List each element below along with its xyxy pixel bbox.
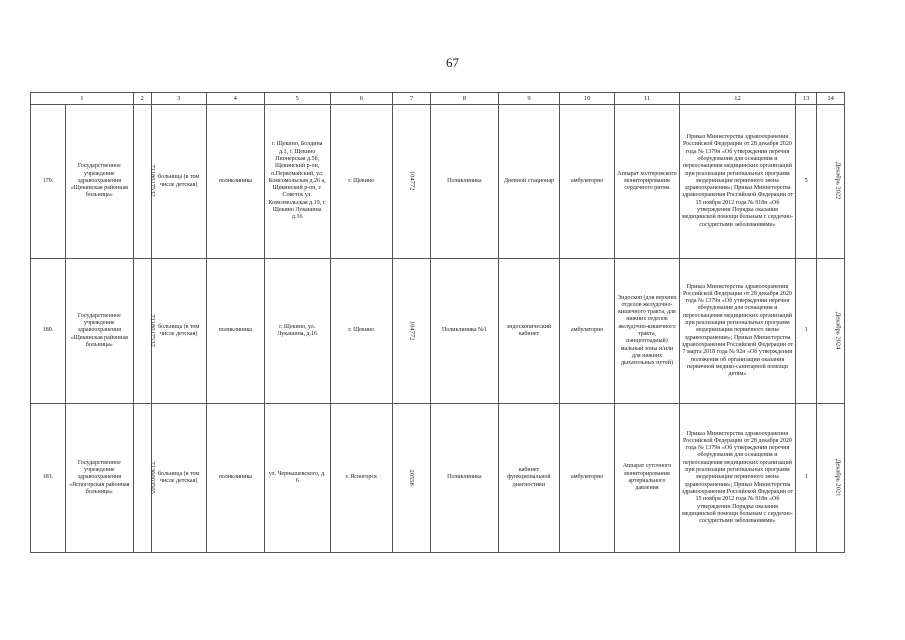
division: Поликлиника	[431, 105, 499, 259]
equipment-table	[30, 92, 845, 553]
header-cell: 9	[498, 93, 559, 105]
header-row	[31, 93, 845, 105]
delivery-date-cell	[817, 259, 845, 404]
unit-type: поликлиника	[206, 105, 264, 259]
header-cell: 13	[796, 93, 817, 105]
department: Дневной стационар	[498, 105, 559, 259]
legal-basis: Приказ Министерства здравоохранения Российской Федерации от 28 декабря 2020 года № 1379н «Об утверждении перечня оборудования для оснащения и переоснащения медицинских организаций при реализации региональных программ модернизации первичного звена здравоохранения»; Приказ Министерства здравоохранения Российской Федерации от 15 ноября 2012 года № 918н «Об утверждении Порядка оказания медицинской помощи больным с сердечно-сосудистыми заболеваниями»	[679, 404, 795, 553]
department: кабинет функциональной диагностики	[498, 404, 559, 553]
delivery-date-cell	[817, 404, 845, 553]
row-number: 181.	[31, 404, 66, 553]
division: Поликлиника	[431, 404, 499, 553]
header-cell: 6	[330, 93, 392, 105]
page-number: 67	[446, 55, 459, 70]
population-cell	[392, 105, 430, 259]
row-number: 179.	[31, 105, 66, 259]
population-cell	[392, 259, 430, 404]
header-cell: 3	[151, 93, 206, 105]
facility-type: больница (в том числе детская)	[151, 259, 206, 404]
delivery-date: Декабрь 2021	[834, 458, 842, 497]
quantity: 5	[796, 105, 817, 259]
quantity: 1	[796, 404, 817, 553]
department: эндоскопический кабинет	[498, 259, 559, 404]
unit-type: поликлиника	[206, 259, 264, 404]
header-cell: 10	[560, 93, 615, 105]
header-cell: 8	[431, 93, 499, 105]
address: ул. Чернышевского, д. 6	[264, 404, 330, 553]
population-value: 20558	[408, 469, 416, 486]
organization-name: Государственное учреждение здравоохранения «Щекинская районная больница»	[65, 259, 133, 404]
header-cell: 12	[679, 93, 795, 105]
table-row	[31, 105, 845, 259]
header-cell: 7	[392, 93, 430, 105]
row-number: 180.	[31, 259, 66, 404]
header-cell: 5	[264, 93, 330, 105]
header-cell: 4	[206, 93, 264, 105]
legal-basis: Приказ Министерства здравоохранения Российской Федерации от 28 декабря 2020 года № 1379н «Об утверждении перечня оборудования для оснащения и переоснащения медицинских организаций при реализации региональных программ модернизации первичного звена здравоохранения»; Приказ Министерства здравоохранения Российской Федерации от 15 ноября 2012 года № 918н «Об утверждении Порядка оказания медицинской помощи больным с сердечно-сосудистыми заболеваниями»	[679, 105, 795, 259]
header-cell: 2	[133, 93, 151, 105]
quantity: 1	[796, 259, 817, 404]
inn-cell	[133, 259, 156, 404]
care-conditions: амбулаторно	[560, 105, 615, 259]
organization-name: Государственное учреждение здравоохранения «Ясногорская районная больница»	[65, 404, 133, 553]
inn-value: 7136003505	[148, 461, 156, 494]
legal-basis: Приказ Министерства здравоохранения Российской Федерации от 28 декабря 2020 года № 1379н «Об утверждении перечня оборудования для оснащения и переоснащения медицинских организаций при реализации региональных программ модернизации первичного звена здравоохранения»; Приказ Министерства здравоохранения Российской Федерации от 7 марта 2018 года № 92н «Об утверждении положения об организации оказания первичной медико-санитарной помощи детям»	[679, 259, 795, 404]
organization-name: Государственное учреждение здравоохранения «Щекинская районная больница»	[65, 105, 133, 259]
settlement: г. Ясногорск	[330, 404, 392, 553]
settlement: г. Щекино	[330, 105, 392, 259]
facility-type: больница (в том числе детская)	[151, 105, 206, 259]
table-row	[31, 259, 845, 404]
unit-type: поликлиника	[206, 404, 264, 553]
delivery-date: Декабрь 2024	[834, 311, 842, 350]
equipment-name: Аппарат холтеровского мониторирования сердечного ритма	[615, 105, 680, 259]
table-row	[31, 404, 845, 553]
equipment-name: Эндоскоп (для верхних отделов желудочно-кишечного тракта, для нижних отделов желудочно-кишечного тракта, панцизтоадный) мальный зоны и/или для нижних дыхательных путей)	[615, 259, 680, 404]
address: г. Щекино, ул. Лукашина, д.16	[264, 259, 330, 404]
equipment-name: Аппарат суточного мониторирования артериального давления	[615, 404, 680, 553]
population-value: 104772	[408, 171, 416, 191]
header-cell: 14	[817, 93, 845, 105]
address: г. Щекино, Болдина д.1, г. Щекино Пионерская д.5б, Щекинский р-он, п.Первомайский, ул. Комсомольская д.26 а, Щекинский р-он, г. Советск ул. Комсомольская д.19, г. Щекино Лукашина д.16	[264, 105, 330, 259]
division: Поликлиника №1	[431, 259, 499, 404]
inn-cell	[133, 404, 156, 553]
inn-cell	[133, 105, 156, 259]
inn-value: 7118017532	[148, 164, 156, 198]
header-cell: 1	[31, 93, 134, 105]
facility-type: больница (в том числе детская)	[151, 404, 206, 553]
delivery-date: Декабрь 2022	[834, 162, 842, 200]
inn-value: 7118017532	[148, 314, 156, 347]
care-conditions: амбулаторно	[560, 259, 615, 404]
header-cell: 11	[615, 93, 680, 105]
population-value: 104772	[408, 320, 416, 341]
care-conditions: амбулаторно	[560, 404, 615, 553]
population-cell	[392, 404, 430, 553]
settlement: г. Щекино	[330, 259, 392, 404]
delivery-date-cell	[817, 105, 845, 259]
